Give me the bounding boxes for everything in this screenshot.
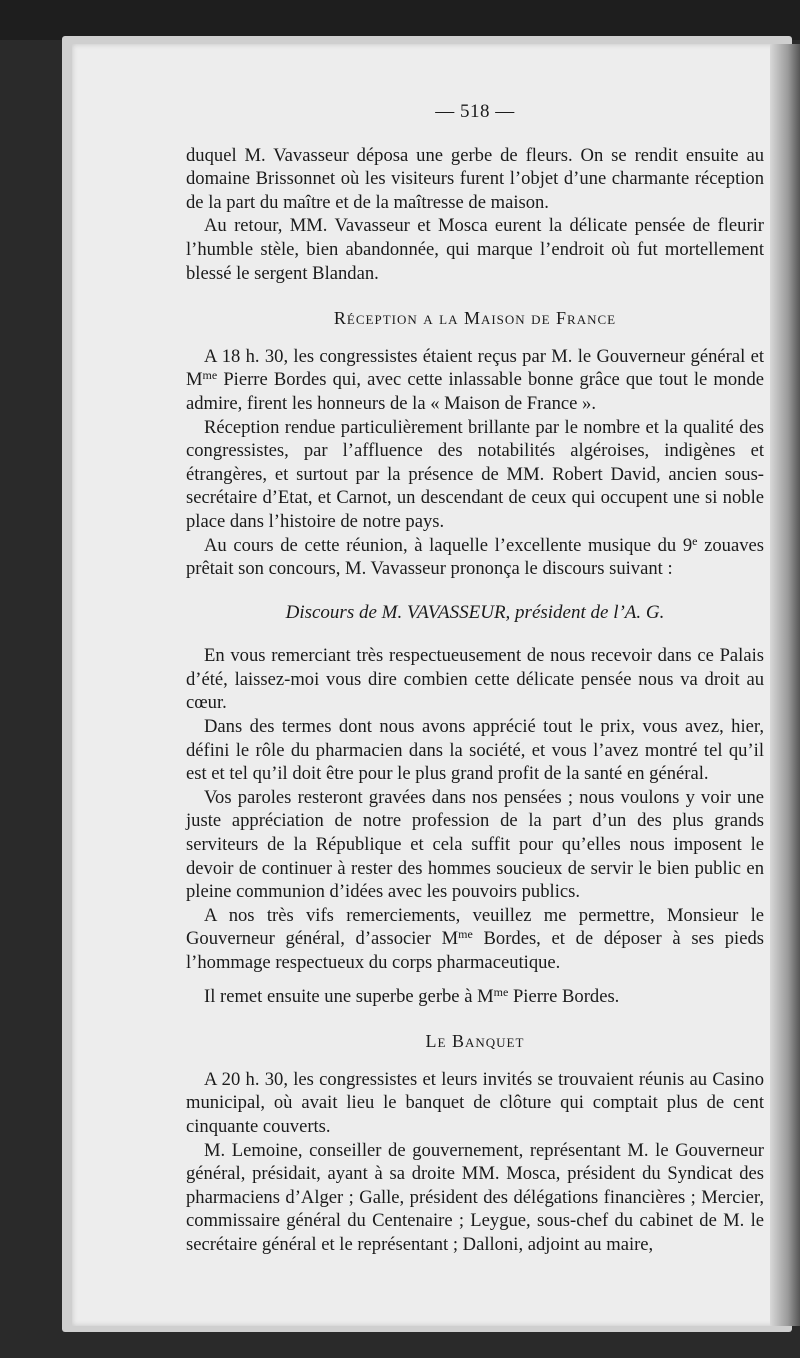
scanner-backdrop xyxy=(0,0,800,40)
text-run: Pierre Bordes qui, avec cette inlassable bonne grâce que tout le monde admire, firent les honneurs de la « Maison de France ». xyxy=(186,369,764,414)
paragraph-discours-3: Vos paroles resteront gravées dans nos pensées ; nous voulons y voir une juste appréciation de notre profession de la part d’un des plus grands serviteurs de la République et cela suffit pour qu’elles nous imposent le devoir de continuer à rester des hommes soucieux de servir le bien public en pleine communion d’idées avec les pouvoirs publics. xyxy=(186,786,764,903)
section-heading-discours: Discours de M. VAVASSEUR, président de l’A. G. xyxy=(285,601,665,623)
section-heading-reception: Réception a la Maison de France xyxy=(333,308,617,329)
paragraph-discours-4 xyxy=(186,904,764,975)
text-run: A nos très vifs remerciements, veuillez me permettre, Monsieur le Gouverneur général, d’associer M xyxy=(186,904,764,950)
paragraph-banquet-2: M. Lemoine, conseiller de gouvernement, représentant M. le Gouverneur général, présidait, ayant à sa droite MM. Mosca, président du Syndicat des pharmaciens d’Alger ; Galle, président des délégations financières ; Mercier, commissaire général du Centenaire ; Leygue, sous-chef du cabinet de M. le secrétaire général et le représentant ; Dalloni, adjoint au maire, xyxy=(186,1139,764,1255)
paragraph-reception-2: Réception rendue particulièrement brillante par le nombre et la qualité des congressistes, par l’affluence des notabilités algéroises, indigènes et étrangères, et surtout par la présence de MM. Robert David, ancien sous-secrétaire d’Etat, et Carnot, un descendant de ceux qui occupent une si noble place dans l’histoire de notre pays. xyxy=(186,416,764,532)
paragraph-retour: Au retour, MM. Vavasseur et Mosca eurent la délicate pensée de fleurir l’humble stèle, bien abandonnée, qui marque l’endroit où fut mortellement blessé le sergent Blandan. xyxy=(186,215,764,284)
superscript: me xyxy=(202,368,218,383)
text-run: Il remet ensuite une superbe gerbe à M xyxy=(204,985,494,1007)
page-number: — 518 — xyxy=(435,101,515,122)
text-run: Au cours de cette réunion, à laquelle l’excellente musique du 9 xyxy=(204,534,693,556)
paragraph-gerbe xyxy=(186,985,764,1009)
section-heading-banquet: Le Banquet xyxy=(425,1031,525,1052)
binding-shadow xyxy=(770,44,800,1326)
superscript: me xyxy=(493,984,509,999)
paragraph-reception-3 xyxy=(186,534,764,581)
text-run: Pierre Bordes. xyxy=(508,985,620,1007)
paragraph-banquet-1: A 20 h. 30, les congressistes et leurs invités se trouvaient réunis au Casino municipal, où avait lieu le banquet de clôture qui comptait plus de cent cinquante couverts. xyxy=(186,1068,764,1137)
superscript: me xyxy=(458,927,473,942)
paragraph-reception-1 xyxy=(186,345,764,416)
paragraph-continuation: duquel M. Vavasseur déposa une gerbe de fleurs. On se rendit ensuite au domaine Brissonnet où les visiteurs furent l’objet d’une charmante réception de la part du maître et de la maîtresse de maison. xyxy=(186,144,764,213)
text-run: zouaves prêtait son concours, M. Vavasseur prononça le discours suivant : xyxy=(186,534,764,580)
paragraph-discours-1: En vous remerciant très respectueusement de nous recevoir dans ce Palais d’été, laissez-moi vous dire combien cette délicate pensée nous va droit au cœur. xyxy=(186,645,764,714)
superscript: e xyxy=(692,533,698,548)
spacer xyxy=(186,975,764,985)
text-run: Bordes, et de déposer à ses pieds l’hommage respectueux du corps pharmaceutique. xyxy=(186,928,764,973)
paragraph-discours-2: Dans des termes dont nous avons apprécié tout le prix, vous avez, hier, défini le rôle du pharmacien dans la société, et vous l’avez montré tel qu’il est et tel qu’il doit être pour le plus grand profit de la santé en général. xyxy=(186,716,764,785)
text-run: A 18 h. 30, les congressistes étaient reçus par M. le Gouverneur général et M xyxy=(186,345,764,391)
page-content xyxy=(186,100,764,1257)
